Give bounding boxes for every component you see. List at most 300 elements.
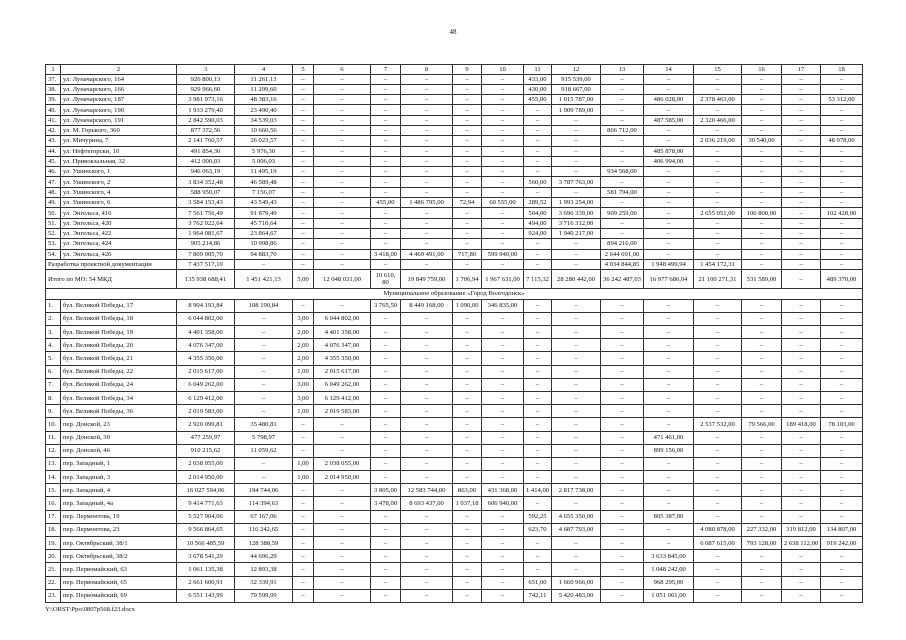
value-cell: –	[782, 326, 821, 339]
value-cell: –	[482, 576, 524, 589]
value-cell: 6 044 802,00	[314, 312, 371, 325]
value-cell: –	[821, 497, 863, 510]
value-cell: 3 981 973,16	[177, 95, 235, 105]
row-label-cell: Разработка проектной документации	[46, 259, 177, 269]
value-cell: 2 019 583,00	[177, 405, 235, 418]
column-number-cell: 10	[482, 65, 524, 75]
value-cell: –	[401, 146, 453, 156]
value-cell: –	[453, 391, 482, 404]
value-cell: –	[293, 105, 314, 115]
value-cell: –	[694, 471, 742, 484]
value-cell: 4 655 350,00	[552, 510, 601, 523]
value-cell: –	[401, 125, 453, 135]
value-cell: –	[453, 471, 482, 484]
address-cell: пер. Первомайский, 69	[61, 589, 177, 602]
value-cell: 3 716 312,00	[552, 218, 601, 228]
value-cell: –	[371, 156, 401, 166]
value-cell: 2 014 950,00	[177, 471, 235, 484]
table-row	[46, 418, 863, 431]
value-cell: –	[552, 115, 601, 125]
value-cell: 1 909 789,00	[552, 105, 601, 115]
value-cell: –	[293, 146, 314, 156]
value-cell: –	[694, 198, 742, 208]
row-number-cell: 2.	[46, 312, 61, 325]
address-cell: ул. Энгельса, 426	[61, 249, 177, 259]
value-cell: –	[314, 249, 371, 259]
value-cell: –	[401, 115, 453, 125]
value-cell: –	[644, 239, 694, 249]
value-cell: –	[644, 405, 694, 418]
value-cell: 16 027 594,06	[177, 484, 235, 497]
row-number-cell: 15.	[46, 484, 61, 497]
value-cell: –	[821, 326, 863, 339]
address-cell: бул. Великой Победы, 24	[61, 378, 177, 391]
value-cell: –	[782, 457, 821, 470]
table-row	[46, 457, 863, 470]
value-cell: –	[482, 259, 524, 269]
value-cell: –	[782, 431, 821, 444]
value-cell: –	[601, 228, 644, 238]
value-cell: 3 478,00	[371, 497, 401, 510]
value-cell: 21 100 271,31	[694, 270, 742, 289]
value-cell: –	[293, 497, 314, 510]
value-cell: 4 076 347,00	[314, 339, 371, 352]
value-cell: 2 644 691,00	[601, 249, 644, 259]
value-cell: –	[601, 74, 644, 84]
value-cell: –	[644, 352, 694, 365]
value-cell: –	[694, 576, 742, 589]
value-cell: –	[601, 146, 644, 156]
row-number-cell: 46.	[46, 167, 61, 177]
column-number-cell: 17	[782, 65, 821, 75]
value-cell: –	[453, 259, 482, 269]
value-cell: –	[644, 125, 694, 135]
value-cell: 5 798,97	[235, 431, 293, 444]
table-row	[46, 84, 863, 94]
value-cell: 79 566,00	[742, 418, 782, 431]
value-cell: –	[782, 249, 821, 259]
value-cell: 3 678 541,29	[177, 550, 235, 563]
value-cell: 455,00	[371, 198, 401, 208]
value-cell: 2 638 112,00	[782, 537, 821, 550]
value-cell: –	[453, 510, 482, 523]
value-cell: 3 762 022,64	[177, 218, 235, 228]
value-cell: –	[742, 228, 782, 238]
value-cell: 102 428,00	[821, 208, 863, 218]
value-cell: –	[694, 497, 742, 510]
value-cell: 471 461,00	[644, 431, 694, 444]
value-cell: –	[644, 339, 694, 352]
value-cell: –	[235, 471, 293, 484]
value-cell: –	[371, 365, 401, 378]
value-cell: –	[314, 431, 371, 444]
row-number-cell: 40.	[46, 105, 61, 115]
value-cell: 4 687 793,00	[552, 523, 601, 536]
value-cell: –	[235, 312, 293, 325]
value-cell: –	[644, 208, 694, 218]
value-cell: –	[601, 405, 644, 418]
table-row	[46, 115, 863, 125]
value-cell: –	[482, 418, 524, 431]
value-cell: 346 835,00	[482, 299, 524, 312]
column-number-cell: 3	[177, 65, 235, 75]
value-cell: –	[601, 563, 644, 576]
value-cell: 926 800,13	[177, 74, 235, 84]
value-cell: –	[401, 523, 453, 536]
value-cell: 2,00	[293, 326, 314, 339]
address-cell: бул. Великой Победы, 17	[61, 299, 177, 312]
value-cell: –	[482, 352, 524, 365]
value-cell: –	[821, 115, 863, 125]
value-cell: –	[552, 550, 601, 563]
value-cell: –	[601, 156, 644, 166]
value-cell: –	[314, 146, 371, 156]
value-cell: 3 633 845,00	[644, 550, 694, 563]
row-number-cell: 12.	[46, 444, 61, 457]
value-cell: –	[371, 523, 401, 536]
value-cell: 1 486 795,00	[401, 198, 453, 208]
value-cell: –	[644, 523, 694, 536]
value-cell: 5,00	[293, 270, 314, 289]
value-cell: –	[782, 312, 821, 325]
value-cell: 2 920 099,81	[177, 418, 235, 431]
value-cell: 2 378 463,00	[694, 95, 742, 105]
value-cell: –	[742, 74, 782, 84]
value-cell: 2 019 583,00	[314, 405, 371, 418]
value-cell: 3,00	[293, 391, 314, 404]
value-cell: –	[524, 537, 552, 550]
value-cell: 46 589,48	[235, 177, 293, 187]
value-cell: –	[694, 249, 742, 259]
value-cell: –	[453, 352, 482, 365]
value-cell: 717,80	[453, 249, 482, 259]
value-cell: –	[601, 510, 644, 523]
value-cell: –	[644, 136, 694, 146]
value-cell: –	[742, 391, 782, 404]
table-row	[46, 523, 863, 536]
value-cell: –	[742, 249, 782, 259]
value-cell: –	[821, 146, 863, 156]
value-cell: 106 800,00	[742, 208, 782, 218]
value-cell: –	[552, 405, 601, 418]
address-cell: пер. Донской, 23	[61, 418, 177, 431]
value-cell: –	[235, 378, 293, 391]
row-number-cell: 44.	[46, 146, 61, 156]
value-cell: –	[782, 510, 821, 523]
value-cell: 477 259,97	[177, 431, 235, 444]
row-number-cell: 21.	[46, 563, 61, 576]
value-cell: 43 549,43	[235, 198, 293, 208]
value-cell: –	[482, 84, 524, 94]
address-cell: ул. Энгельса, 424	[61, 239, 177, 249]
value-cell: 5 006,03	[235, 156, 293, 166]
value-cell: –	[742, 312, 782, 325]
value-cell: 1,00	[293, 471, 314, 484]
value-cell: 3,00	[293, 378, 314, 391]
value-cell: –	[453, 576, 482, 589]
value-cell: –	[742, 589, 782, 602]
value-cell: 929 966,60	[177, 84, 235, 94]
row-number-cell: 48.	[46, 187, 61, 197]
value-cell: –	[401, 312, 453, 325]
value-cell: –	[314, 177, 371, 187]
value-cell: –	[552, 125, 601, 135]
value-cell: –	[314, 167, 371, 177]
value-cell: –	[314, 484, 371, 497]
value-cell: –	[453, 365, 482, 378]
value-cell: 10 566 485,59	[177, 537, 235, 550]
value-cell: –	[453, 115, 482, 125]
value-cell: 1 048 242,00	[644, 563, 694, 576]
value-cell: –	[524, 365, 552, 378]
value-cell: 9 414 771,63	[177, 497, 235, 510]
value-cell: –	[314, 239, 371, 249]
value-cell: –	[601, 352, 644, 365]
value-cell: 3 696 339,00	[552, 208, 601, 218]
value-cell: –	[453, 208, 482, 218]
value-cell: –	[401, 471, 453, 484]
value-cell: –	[293, 431, 314, 444]
value-cell: –	[371, 105, 401, 115]
table-row	[46, 95, 863, 105]
value-cell: 19 849 759,00	[401, 270, 453, 289]
value-cell: 6 049 262,00	[177, 378, 235, 391]
address-cell: пер. Западный, 4а	[61, 497, 177, 510]
value-cell: –	[694, 457, 742, 470]
value-cell: –	[524, 431, 552, 444]
value-cell: 36 242 487,03	[601, 270, 644, 289]
value-cell: –	[694, 378, 742, 391]
address-cell: бул. Великой Победы, 22	[61, 365, 177, 378]
address-cell: ул. Луначарского, 164	[61, 74, 177, 84]
value-cell: 45 710,64	[235, 218, 293, 228]
value-cell: –	[453, 378, 482, 391]
value-cell: –	[524, 497, 552, 510]
value-cell: 433,00	[524, 74, 552, 84]
value-cell: –	[742, 187, 782, 197]
value-cell: –	[401, 537, 453, 550]
value-cell: –	[371, 563, 401, 576]
value-cell: 134 807,00	[821, 523, 863, 536]
address-cell: пер. Лермонтова, 19	[61, 510, 177, 523]
value-cell: –	[782, 378, 821, 391]
address-cell: ул. Энгельса, 420	[61, 218, 177, 228]
value-cell: –	[601, 365, 644, 378]
table-row	[46, 576, 863, 589]
value-cell: –	[371, 218, 401, 228]
value-cell: 11 059,62	[235, 444, 293, 457]
value-cell: 7 156,07	[235, 187, 293, 197]
value-cell: 4 469 491,00	[401, 249, 453, 259]
table-row	[46, 136, 863, 146]
value-cell: 934 568,00	[601, 167, 644, 177]
value-cell: –	[401, 510, 453, 523]
value-cell: –	[644, 497, 694, 510]
value-cell: –	[601, 523, 644, 536]
value-cell: –	[314, 228, 371, 238]
address-cell: ул. Ушинского, 4	[61, 187, 177, 197]
value-cell: 2 655 051,00	[694, 208, 742, 218]
value-cell: –	[782, 239, 821, 249]
value-cell: –	[371, 208, 401, 218]
value-cell: 2 015 617,00	[177, 365, 235, 378]
value-cell: 4 355 350,00	[177, 352, 235, 365]
value-cell: –	[524, 146, 552, 156]
value-cell: 3,00	[293, 312, 314, 325]
value-cell: –	[694, 177, 742, 187]
value-cell: –	[314, 208, 371, 218]
value-cell: –	[644, 484, 694, 497]
value-cell: –	[821, 84, 863, 94]
value-cell: –	[482, 312, 524, 325]
value-cell: –	[314, 589, 371, 602]
value-cell: 2 320 466,00	[694, 115, 742, 125]
value-cell: –	[314, 299, 371, 312]
value-cell: –	[453, 74, 482, 84]
value-cell: 114 394,63	[235, 497, 293, 510]
row-number-cell: 22.	[46, 576, 61, 589]
column-number-cell: 9	[453, 65, 482, 75]
value-cell: 108 190,84	[235, 299, 293, 312]
value-cell: –	[742, 326, 782, 339]
value-cell: –	[782, 270, 821, 289]
value-cell: 918 667,00	[552, 84, 601, 94]
value-cell: –	[601, 550, 644, 563]
column-number-cell: 4	[235, 65, 293, 75]
value-cell: –	[552, 239, 601, 249]
value-cell: 2 817 738,00	[552, 484, 601, 497]
value-cell: 3 834 352,48	[177, 177, 235, 187]
value-cell: –	[782, 444, 821, 457]
value-cell: –	[644, 74, 694, 84]
value-cell: 863,00	[453, 484, 482, 497]
row-number-cell: 43.	[46, 136, 61, 146]
value-cell: –	[782, 563, 821, 576]
value-cell: –	[782, 136, 821, 146]
table-row	[46, 510, 863, 523]
value-cell: 560,00	[524, 177, 552, 187]
column-number-cell: 5	[293, 65, 314, 75]
value-cell: –	[314, 125, 371, 135]
value-cell: –	[293, 444, 314, 457]
row-number-cell: 49.	[46, 198, 61, 208]
value-cell: –	[601, 115, 644, 125]
value-cell: –	[293, 208, 314, 218]
value-cell: –	[401, 208, 453, 218]
value-cell: –	[821, 378, 863, 391]
value-cell: –	[371, 115, 401, 125]
value-cell: –	[601, 105, 644, 115]
value-cell: 651,00	[524, 576, 552, 589]
value-cell: 1 933 279,40	[177, 105, 235, 115]
row-number-cell: 1.	[46, 299, 61, 312]
value-cell: 504,00	[524, 208, 552, 218]
address-cell: ул. Ушинского, 6	[61, 198, 177, 208]
value-cell: –	[782, 74, 821, 84]
value-cell: –	[742, 299, 782, 312]
value-cell: –	[821, 589, 863, 602]
row-number-cell: 14.	[46, 471, 61, 484]
value-cell: 11 261,13	[235, 74, 293, 84]
value-cell: 909 259,00	[601, 208, 644, 218]
value-cell: 189 418,00	[782, 418, 821, 431]
value-cell: –	[293, 136, 314, 146]
value-cell: –	[601, 218, 644, 228]
value-cell: –	[601, 537, 644, 550]
value-cell: 2 661 600,91	[177, 576, 235, 589]
value-cell: –	[524, 405, 552, 418]
value-cell: 4 401 358,00	[314, 326, 371, 339]
value-cell: 1 451 421,13	[235, 270, 293, 289]
value-cell: –	[742, 156, 782, 166]
row-number-cell: 20.	[46, 550, 61, 563]
row-number-cell: 19.	[46, 537, 61, 550]
value-cell: –	[601, 391, 644, 404]
value-cell: 3 584 153,43	[177, 198, 235, 208]
value-cell: –	[482, 326, 524, 339]
value-cell: –	[821, 312, 863, 325]
value-cell: 1 706,94	[453, 270, 482, 289]
value-cell: –	[371, 537, 401, 550]
value-cell: –	[524, 352, 552, 365]
value-cell: –	[782, 95, 821, 105]
value-cell: –	[314, 84, 371, 94]
value-cell: –	[453, 105, 482, 115]
value-cell: –	[453, 537, 482, 550]
value-cell: –	[601, 457, 644, 470]
value-cell: 16 977 686,04	[644, 270, 694, 289]
value-cell: –	[742, 550, 782, 563]
table-row	[46, 187, 863, 197]
value-cell: –	[694, 105, 742, 115]
value-cell: –	[453, 418, 482, 431]
value-cell: –	[401, 589, 453, 602]
value-cell: –	[694, 125, 742, 135]
value-cell: 1 660 966,00	[552, 576, 601, 589]
value-cell: –	[821, 74, 863, 84]
value-cell: –	[742, 177, 782, 187]
value-cell: –	[742, 352, 782, 365]
table-row	[46, 299, 863, 312]
row-number-cell: 51.	[46, 218, 61, 228]
value-cell: –	[371, 84, 401, 94]
value-cell: –	[401, 326, 453, 339]
value-cell: –	[742, 146, 782, 156]
value-cell: –	[293, 84, 314, 94]
value-cell: –	[482, 146, 524, 156]
value-cell: 894 216,00	[601, 239, 644, 249]
value-cell: –	[482, 239, 524, 249]
row-number-cell: 8.	[46, 391, 61, 404]
value-cell: –	[371, 136, 401, 146]
value-cell: –	[821, 457, 863, 470]
value-cell: –	[314, 510, 371, 523]
value-cell: –	[371, 391, 401, 404]
value-cell: –	[821, 510, 863, 523]
value-cell: –	[482, 125, 524, 135]
value-cell: –	[742, 239, 782, 249]
value-cell: 53 312,00	[821, 95, 863, 105]
value-cell: –	[371, 352, 401, 365]
value-cell: –	[601, 378, 644, 391]
value-cell: –	[453, 589, 482, 602]
value-cell: –	[742, 259, 782, 269]
row-number-cell: 11.	[46, 431, 61, 444]
table-row	[46, 537, 863, 550]
value-cell: –	[782, 218, 821, 228]
row-number-cell: 39.	[46, 95, 61, 105]
value-cell: 11 299,60	[235, 84, 293, 94]
